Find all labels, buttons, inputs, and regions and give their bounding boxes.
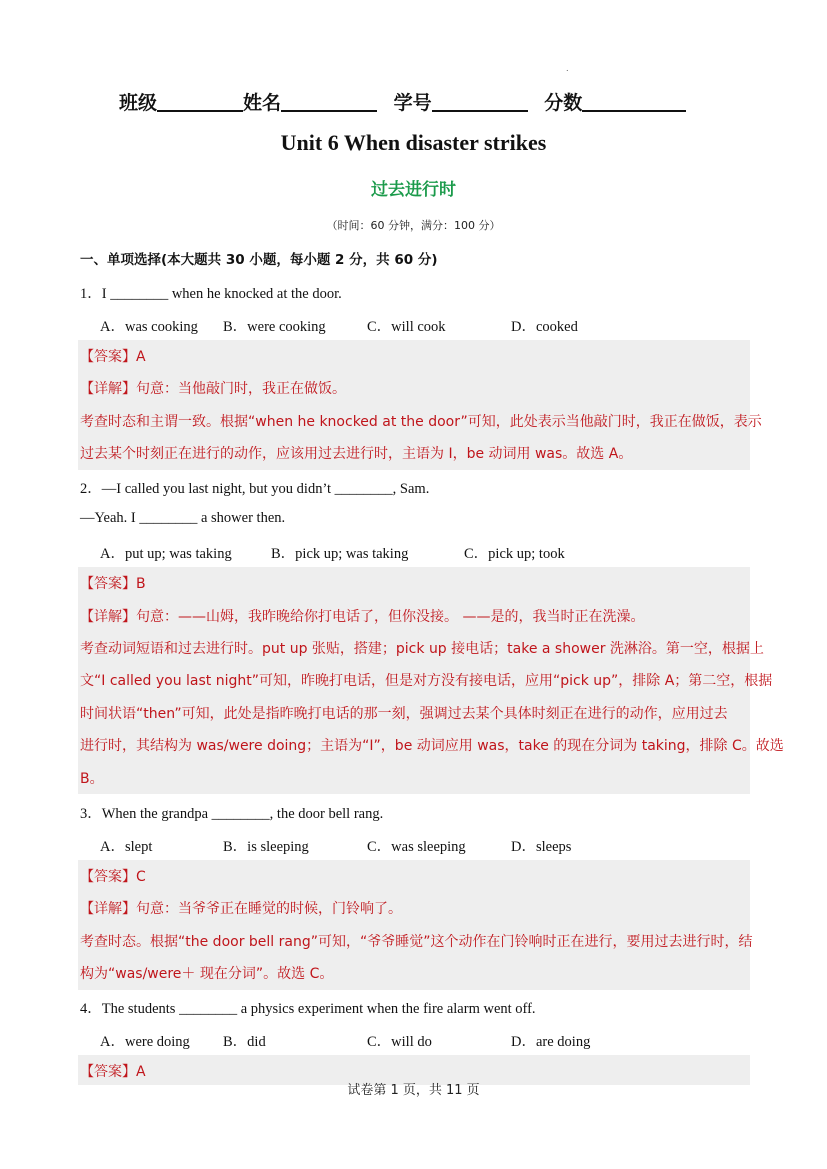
- class-field[interactable]: [157, 90, 243, 112]
- explanation-line: B。: [80, 771, 104, 787]
- option-b[interactable]: B．did: [223, 1034, 266, 1050]
- option-c[interactable]: C．will cook: [367, 319, 446, 335]
- explanation-line: 过去某个时刻正在进行的动作，应该用过去进行时，主语为 I，be 动词用 was。故选 A。: [80, 446, 633, 462]
- answer-text: 【答案】A: [80, 1064, 146, 1080]
- decorative-dot: .: [566, 64, 569, 73]
- answer-text: 【答案】B: [80, 576, 146, 592]
- explanation-line: 考查时态。根据“the door bell rang”可知，“爷爷睡觉”这个动作在门铃响时正在进行，要用过去进行时，结: [80, 934, 753, 950]
- option-d[interactable]: D．sleeps: [511, 839, 572, 855]
- explanation-line: 文“I called you last night”可知，昨晚打电话，但是对方没有接电话，应用“pick up”，排除 A；第二空，根据: [80, 673, 773, 689]
- option-b[interactable]: B．is sleeping: [223, 839, 309, 855]
- option-b[interactable]: B．were cooking: [223, 319, 326, 335]
- option-a[interactable]: A．were doing: [100, 1034, 190, 1050]
- number-label: 学号: [393, 92, 432, 114]
- option-b[interactable]: B．pick up; was taking: [271, 546, 409, 562]
- option-a[interactable]: A．was cooking: [100, 319, 198, 335]
- question-stem-line2: —Yeah. I ________ a shower then.: [80, 510, 286, 526]
- student-info-header: [119, 88, 686, 115]
- explanation-line: 考查时态和主谓一致。根据“when he knocked at the door”可知，此处表示当他敲门时，我正在做饭，表示: [80, 414, 762, 430]
- detail-text: 【详解】句意：当他敲门时，我正在做饭。: [80, 381, 346, 397]
- name-field[interactable]: [281, 90, 377, 112]
- question-stem: 1．I ________ when he knocked at the door.: [80, 286, 342, 302]
- explanation-line: 构为“was/were＋ 现在分词”。故选 C。: [80, 966, 334, 982]
- page-subtitle: 过去进行时: [371, 180, 456, 200]
- option-c[interactable]: C．pick up; took: [464, 546, 565, 562]
- page-title: Unit 6 When disaster strikes: [280, 130, 547, 155]
- class-label: 班级: [119, 92, 158, 114]
- answer-text: 【答案】C: [80, 869, 146, 885]
- detail-text: 【详解】句意：——山姆，我昨晚给你打电话了，但你没接。 ——是的，我当时正在洗澡。: [80, 609, 645, 625]
- page-footer: 试卷第 1 页，共 11 页: [347, 1083, 480, 1098]
- score-field[interactable]: [582, 90, 686, 112]
- explanation-line: 考查动词短语和过去进行时。put up 张贴，搭建；pick up 接电话；take a shower 洗淋浴。第一空，根据上: [80, 641, 764, 657]
- option-d[interactable]: D．are doing: [511, 1034, 591, 1050]
- number-field[interactable]: [432, 90, 528, 112]
- question-stem: 2．—I called you last night, but you didn’t ________, Sam.: [80, 481, 430, 497]
- explanation-line: 进行时，其结构为 was/were doing；主语为“I”，be 动词应用 was，take 的现在分词为 taking，排除 C。故选: [80, 738, 784, 754]
- score-label: 分数: [544, 92, 583, 114]
- section-title: 一、单项选择(本大题共 30 小题，每小题 2 分，共 60 分): [80, 252, 438, 268]
- name-label: 姓名: [243, 92, 282, 114]
- question-stem: 4．The students ________ a physics experiment when the fire alarm went off.: [80, 1001, 536, 1017]
- option-a[interactable]: A．put up; was taking: [100, 546, 232, 562]
- option-a[interactable]: A．slept: [100, 839, 153, 855]
- option-c[interactable]: C．was sleeping: [367, 839, 466, 855]
- time-note: （时间：60 分钟，满分：100 分）: [326, 219, 501, 232]
- option-c[interactable]: C．will do: [367, 1034, 432, 1050]
- question-stem: 3．When the grandpa ________, the door bell rang.: [80, 806, 384, 822]
- option-d[interactable]: D．cooked: [511, 319, 578, 335]
- answer-text: 【答案】A: [80, 349, 146, 365]
- explanation-line: 时间状语“then”可知，此处是指昨晚打电话的那一刻，强调过去某个具体时刻正在进行的动作，应用过去: [80, 706, 728, 722]
- detail-text: 【详解】句意：当爷爷正在睡觉的时候，门铃响了。: [80, 901, 402, 917]
